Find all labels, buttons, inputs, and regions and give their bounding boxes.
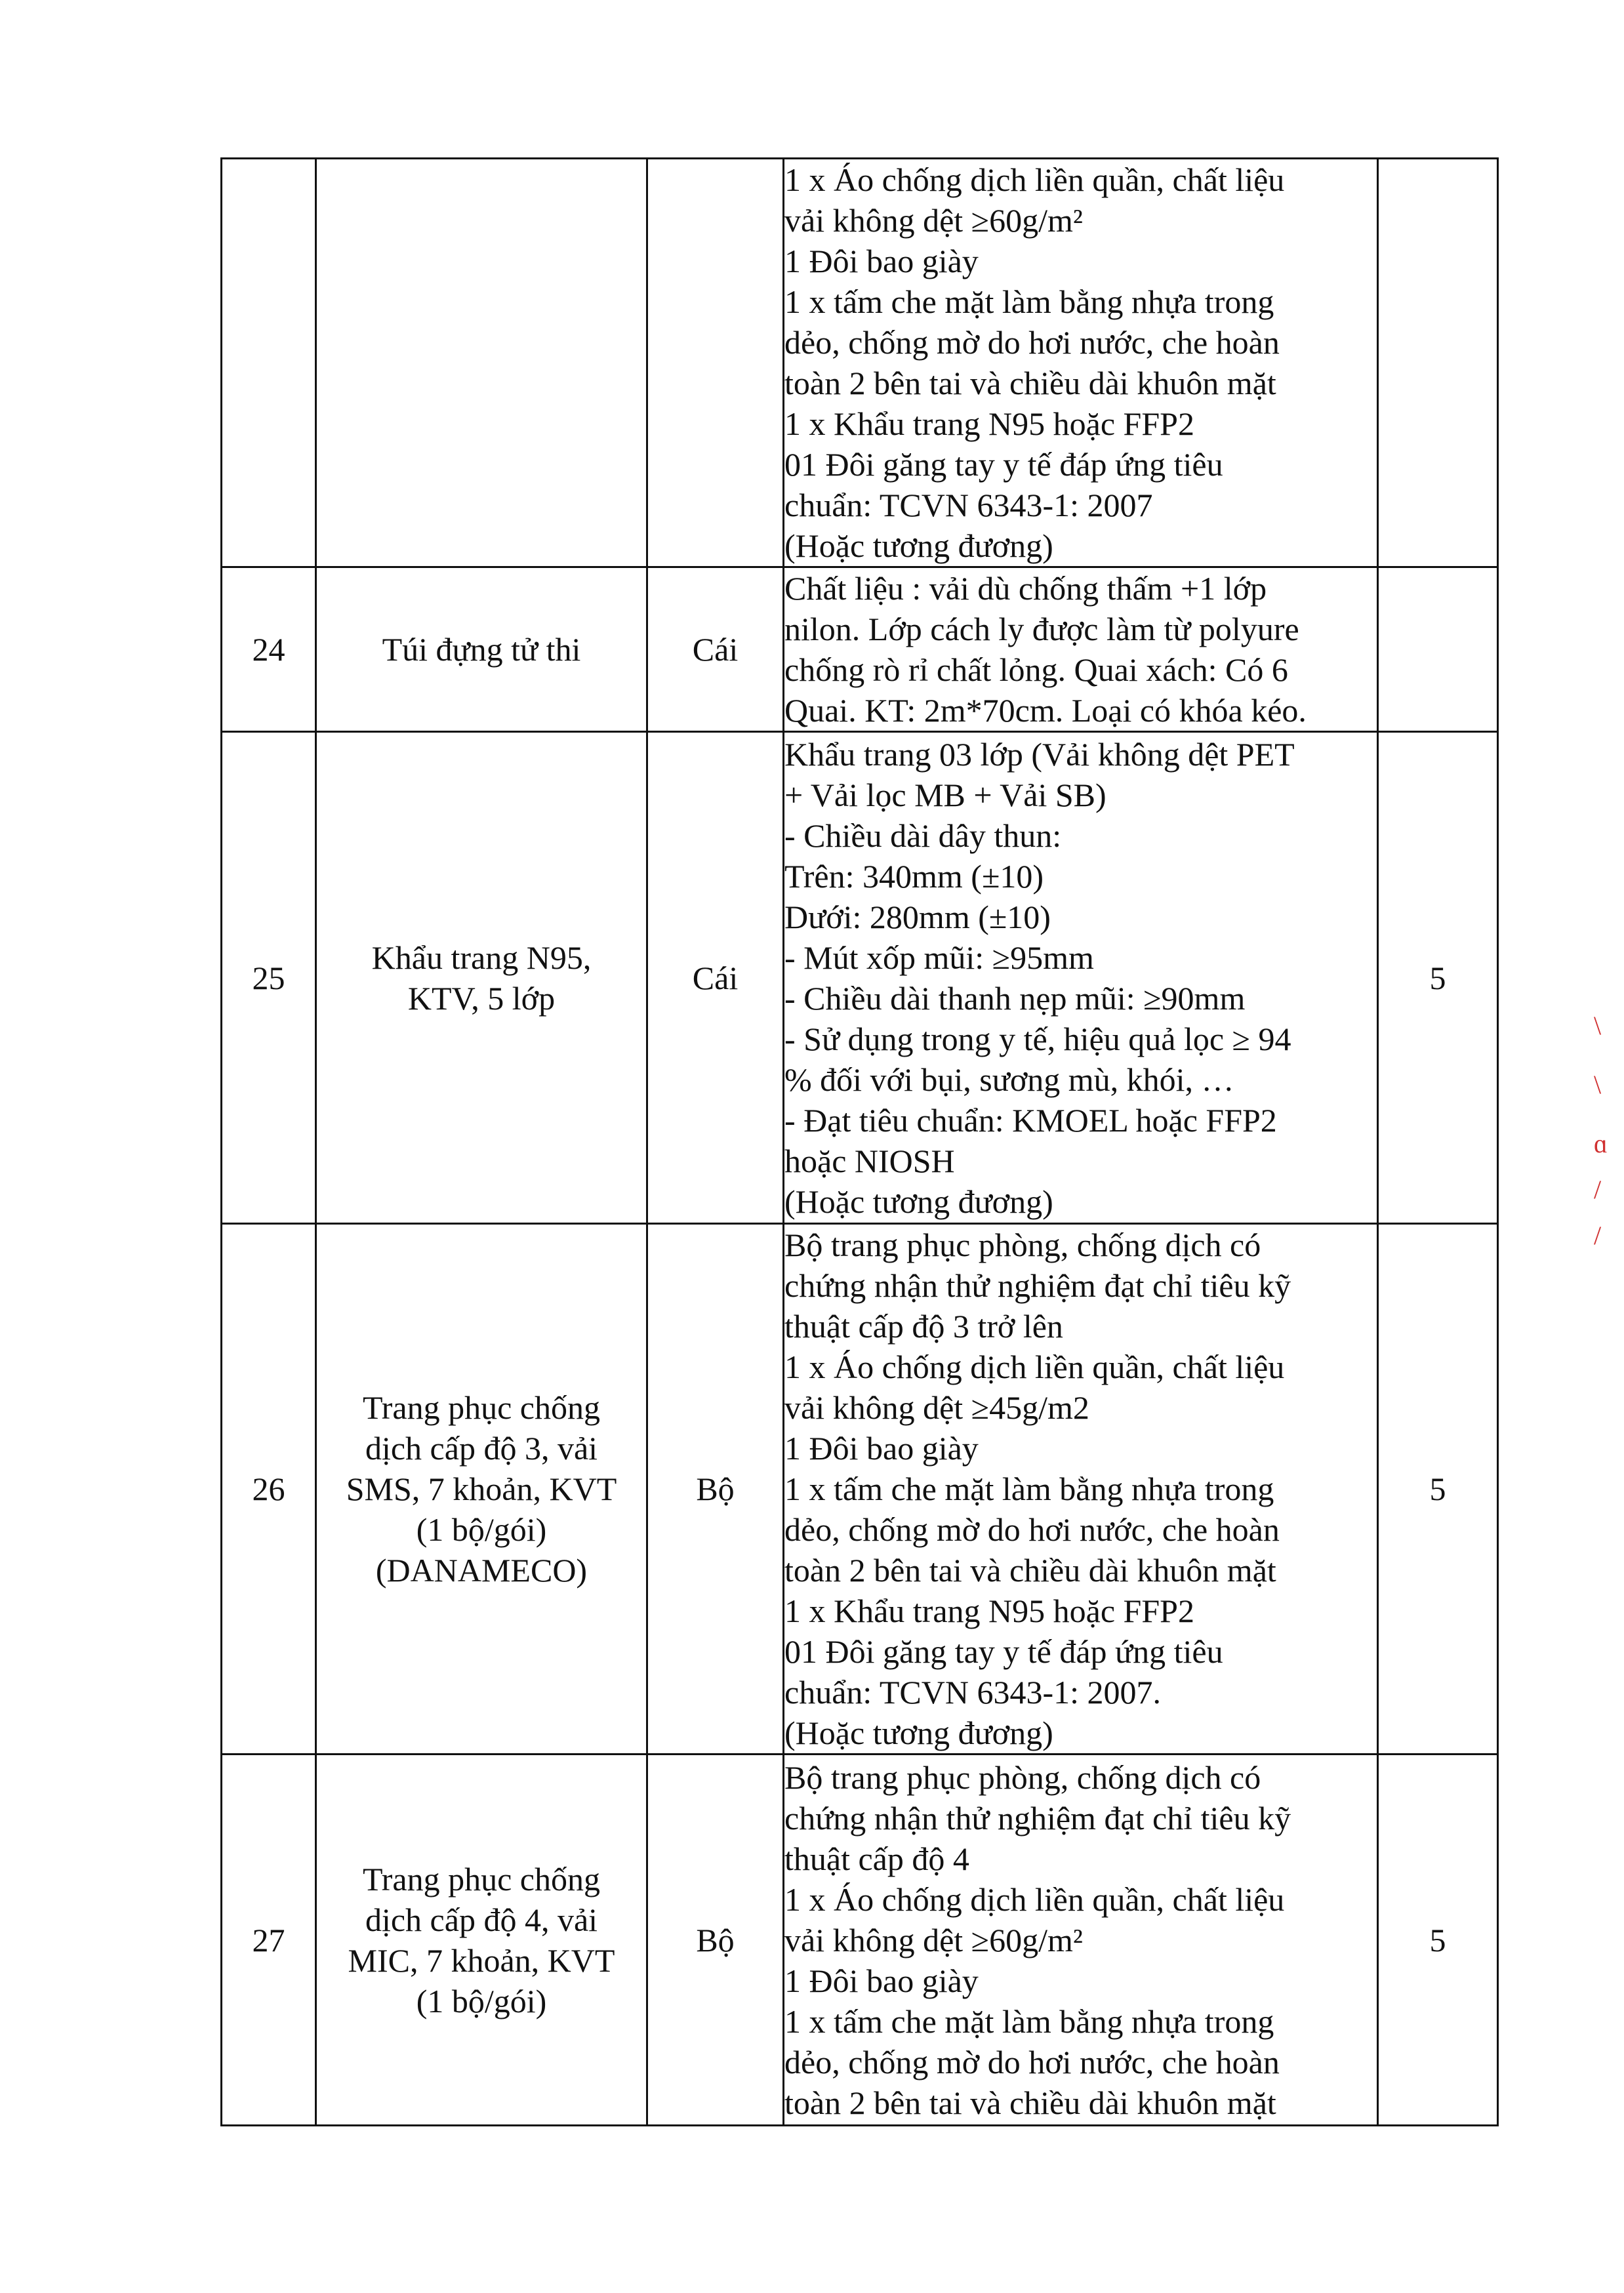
specification-line: % đối với bụi, sương mù, khói, … bbox=[784, 1061, 1234, 1098]
specification-line: - Sử dụng trong y tế, hiệu quả lọc ≥ 94 bbox=[784, 1020, 1291, 1057]
unit-text: Bộ bbox=[696, 1471, 735, 1507]
quantity-cell bbox=[1378, 1755, 1498, 2126]
item-name-line: Khẩu trang N95, bbox=[371, 939, 592, 976]
unit-text: Bộ bbox=[696, 1921, 735, 1958]
specification-cell bbox=[784, 1755, 1378, 2126]
row-number: 25 bbox=[252, 959, 285, 996]
unit-cell bbox=[647, 567, 784, 732]
specification-line: vải không dệt ≥60g/m² bbox=[784, 1921, 1083, 1958]
unit-cell bbox=[647, 1755, 784, 2126]
specification-line: + Vải lọc MB + Vải SB) bbox=[784, 776, 1106, 813]
specification-line: 1 x Áo chống dịch liền quần, chất liệu bbox=[784, 161, 1285, 198]
specification-line: 1 x Khẩu trang N95 hoặc FFP2 bbox=[784, 405, 1194, 442]
specification-line: 1 x tấm che mặt làm bằng nhựa trong bbox=[784, 2002, 1274, 2040]
row-number-cell bbox=[222, 567, 316, 732]
specification-line: chứng nhận thử nghiệm đạt chỉ tiêu kỹ bbox=[784, 1799, 1291, 1836]
specification-line: Bộ trang phục phòng, chống dịch có bbox=[784, 1227, 1261, 1263]
item-name-line: Trang phục chống bbox=[362, 1860, 600, 1897]
quantity-value: 5 bbox=[1429, 959, 1446, 996]
specification-line: chuẩn: TCVN 6343-1: 2007 bbox=[784, 487, 1153, 523]
table-row bbox=[222, 1755, 1498, 2126]
specification-line: 1 x Áo chống dịch liền quần, chất liệu bbox=[784, 1349, 1285, 1385]
specification-line: Chất liệu : vải dù chống thấm +1 lớp bbox=[784, 570, 1267, 607]
quantity-cell bbox=[1378, 1224, 1498, 1755]
item-name-line: dịch cấp độ 4, vải bbox=[365, 1901, 598, 1938]
item-name-line: Túi đựng tử thi bbox=[382, 631, 581, 668]
unit-cell bbox=[647, 1224, 784, 1755]
table-row bbox=[222, 159, 1498, 567]
item-name-line: dịch cấp độ 3, vải bbox=[365, 1430, 598, 1467]
row-number-cell bbox=[222, 159, 316, 567]
specification-line: - Chiều dài dây thun: bbox=[784, 817, 1062, 854]
table-row bbox=[222, 732, 1498, 1224]
row-number-cell bbox=[222, 1224, 316, 1755]
specification-line: - Đạt tiêu chuẩn: KMOEL hoặc FFP2 bbox=[784, 1101, 1277, 1139]
specification-line: 1 Đôi bao giày bbox=[784, 243, 979, 279]
item-name-line: MIC, 7 khoản, KVT bbox=[348, 1941, 615, 1979]
specification-line: (Hoặc tương đương) bbox=[784, 1183, 1053, 1220]
specification-line: chứng nhận thử nghiệm đạt chỉ tiêu kỹ bbox=[784, 1267, 1291, 1304]
specification-line: Bộ trang phục phòng, chống dịch có bbox=[784, 1758, 1261, 1796]
specification-line: Dưới: 280mm (±10) bbox=[784, 898, 1051, 935]
item-name-line: SMS, 7 khoản, KVT bbox=[346, 1471, 617, 1507]
specification-cell bbox=[784, 732, 1378, 1224]
specification-line: 1 x tấm che mặt làm bằng nhựa trong bbox=[784, 283, 1274, 320]
item-name-cell bbox=[316, 1224, 647, 1755]
item-name-line: (DANAMECO) bbox=[375, 1552, 588, 1589]
specification-line: toàn 2 bên tai và chiều dài khuôn mặt bbox=[784, 365, 1276, 401]
quantity-cell bbox=[1378, 159, 1498, 567]
specification-line: - Mút xốp mũi: ≥95mm bbox=[784, 939, 1094, 976]
specification-line: dẻo, chống mờ do hơi nước, che hoàn bbox=[784, 324, 1280, 361]
specification-line: hoặc NIOSH bbox=[784, 1142, 955, 1179]
specification-line: 1 x tấm che mặt làm bằng nhựa trong bbox=[784, 1471, 1274, 1507]
specification-line: Trên: 340mm (±10) bbox=[784, 857, 1044, 895]
item-name-line: (1 bộ/gói) bbox=[416, 1511, 547, 1548]
specification-line: toàn 2 bên tai và chiều dài khuôn mặt bbox=[784, 1552, 1276, 1589]
specification-line: Quai. KT: 2m*70cm. Loại có khóa kéo. bbox=[784, 692, 1307, 729]
item-name-cell bbox=[316, 159, 647, 567]
item-name-line: Trang phục chống bbox=[362, 1389, 600, 1426]
row-number: 27 bbox=[252, 1921, 285, 1958]
item-name-line: KTV, 5 lớp bbox=[407, 979, 556, 1017]
red-stamp-mark: \ \ ɑ / / bbox=[1594, 1011, 1608, 1250]
spec-table-body bbox=[222, 159, 1498, 2126]
specification-cell bbox=[784, 1224, 1378, 1755]
table-row bbox=[222, 567, 1498, 732]
quantity-cell bbox=[1378, 567, 1498, 732]
specification-line: 1 Đôi bao giày bbox=[784, 1430, 979, 1467]
quantity-value: 5 bbox=[1429, 1921, 1446, 1958]
unit-text: Cái bbox=[692, 631, 739, 668]
specification-line: vải không dệt ≥45g/m2 bbox=[784, 1389, 1089, 1426]
specification-line: thuật cấp độ 4 bbox=[784, 1840, 969, 1877]
specification-cell bbox=[784, 159, 1378, 567]
item-name-cell bbox=[316, 567, 647, 732]
table-row bbox=[222, 1224, 1498, 1755]
unit-cell bbox=[647, 732, 784, 1224]
row-number: 24 bbox=[252, 631, 285, 668]
specification-line: vải không dệt ≥60g/m² bbox=[784, 202, 1083, 239]
specification-line: nilon. Lớp cách ly được làm từ polyure bbox=[784, 611, 1299, 647]
specification-line: chuẩn: TCVN 6343-1: 2007. bbox=[784, 1674, 1162, 1711]
quantity-cell bbox=[1378, 732, 1498, 1224]
specification-line: toàn 2 bên tai và chiều dài khuôn mặt bbox=[784, 2084, 1276, 2121]
specification-line: 1 Đôi bao giày bbox=[784, 1962, 979, 1999]
item-name-cell bbox=[316, 1755, 647, 2126]
quantity-value: 5 bbox=[1429, 1471, 1446, 1507]
row-number-cell bbox=[222, 1755, 316, 2126]
unit-cell bbox=[647, 159, 784, 567]
row-number-cell bbox=[222, 732, 316, 1224]
specification-line: dẻo, chống mờ do hơi nước, che hoàn bbox=[784, 2043, 1280, 2080]
specification-line: Khẩu trang 03 lớp (Vải không dệt PET bbox=[784, 735, 1295, 773]
specification-line: 1 x Khẩu trang N95 hoặc FFP2 bbox=[784, 1593, 1194, 1629]
specification-line: 01 Đôi găng tay y tế đáp ứng tiêu bbox=[784, 1633, 1223, 1670]
spec-table bbox=[220, 157, 1499, 2126]
specification-line: chống rò rỉ chất lỏng. Quai xách: Có 6 bbox=[784, 651, 1288, 688]
specification-cell bbox=[784, 567, 1378, 732]
item-name-cell bbox=[316, 732, 647, 1224]
specification-line: 1 x Áo chống dịch liền quần, chất liệu bbox=[784, 1880, 1285, 1918]
specification-line: (Hoặc tương đương) bbox=[784, 1715, 1053, 1751]
specification-line: dẻo, chống mờ do hơi nước, che hoàn bbox=[784, 1511, 1280, 1548]
specification-line: 01 Đôi găng tay y tế đáp ứng tiêu bbox=[784, 446, 1223, 483]
row-number: 26 bbox=[252, 1471, 285, 1507]
specification-line: thuật cấp độ 3 trở lên bbox=[784, 1308, 1063, 1345]
specification-line: (Hoặc tương đương) bbox=[784, 527, 1053, 564]
specification-line: - Chiều dài thanh nẹp mũi: ≥90mm bbox=[784, 979, 1246, 1017]
item-name-line: (1 bộ/gói) bbox=[416, 1982, 547, 2019]
unit-text: Cái bbox=[692, 959, 739, 996]
